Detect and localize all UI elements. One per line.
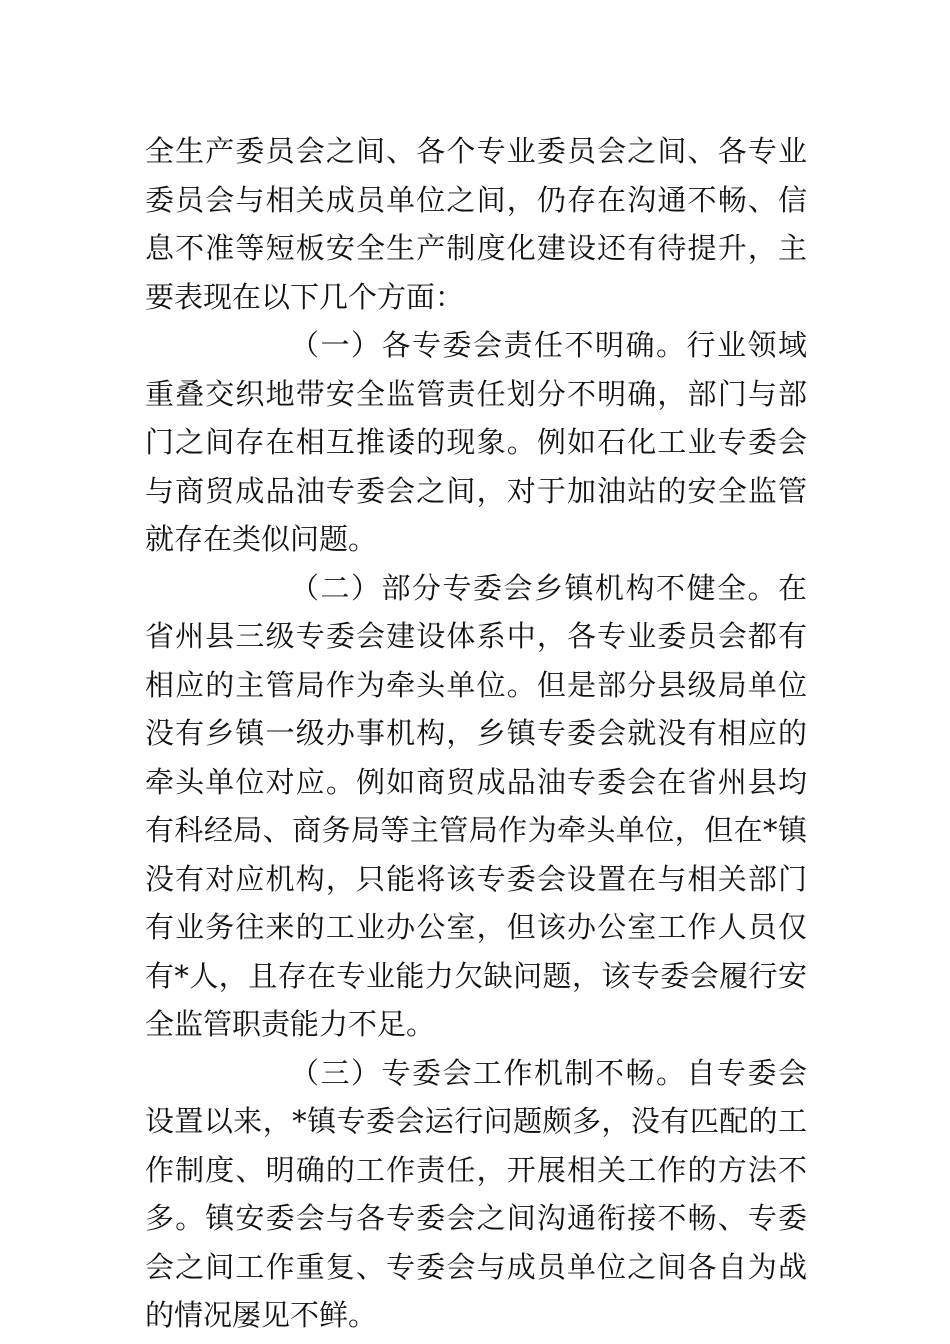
section-1-paragraph: （一）各专委会责任不明确。行业领域重叠交织地带安全监管责任划分不明确，部门与部门之间存在相互推诿的现象。例如石化工业专委会与商贸成品油专委会之间，对于加油站的安全监管就存在类似问题。 bbox=[145, 328, 807, 556]
section-3-paragraph: （三）专委会工作机制不畅。自专委会设置以来，*镇专委会运行问题颇多，没有匹配的工作制度、明确的工作责任，开展相关工作的方法不多。镇安委会与各专委会之间沟通衔接不畅、专委会之间工作重复、专委会与成员单位之间各自为战的情况屡见不鲜。 bbox=[145, 1055, 807, 1332]
intro-paragraph: 全生产委员会之间、各个专业委员会之间、各专业委员会与相关成员单位之间，仍存在沟通不畅、信息不准等短板安全生产制度化建设还有待提升，主要表现在以下几个方面： bbox=[145, 134, 807, 314]
document-body bbox=[145, 127, 807, 1340]
section-2-paragraph: （二）部分专委会乡镇机构不健全。在省州县三级专委会建设体系中，各专业委员会都有相应的主管局作为牵头单位。但是部分县级局单位没有乡镇一级办事机构，乡镇专委会就没有相应的牵头单位对应。例如商贸成品油专委会在省州县均有科经局、商务局等主管局作为牵头单位，但在*镇没有对应机构，只能将该专委会设置在与相关部门有业务往来的工业办公室，但该办公室工作人员仅有*人，且存在专业能力欠缺问题，该专委会履行安全监管职责能力不足。 bbox=[145, 570, 807, 1041]
